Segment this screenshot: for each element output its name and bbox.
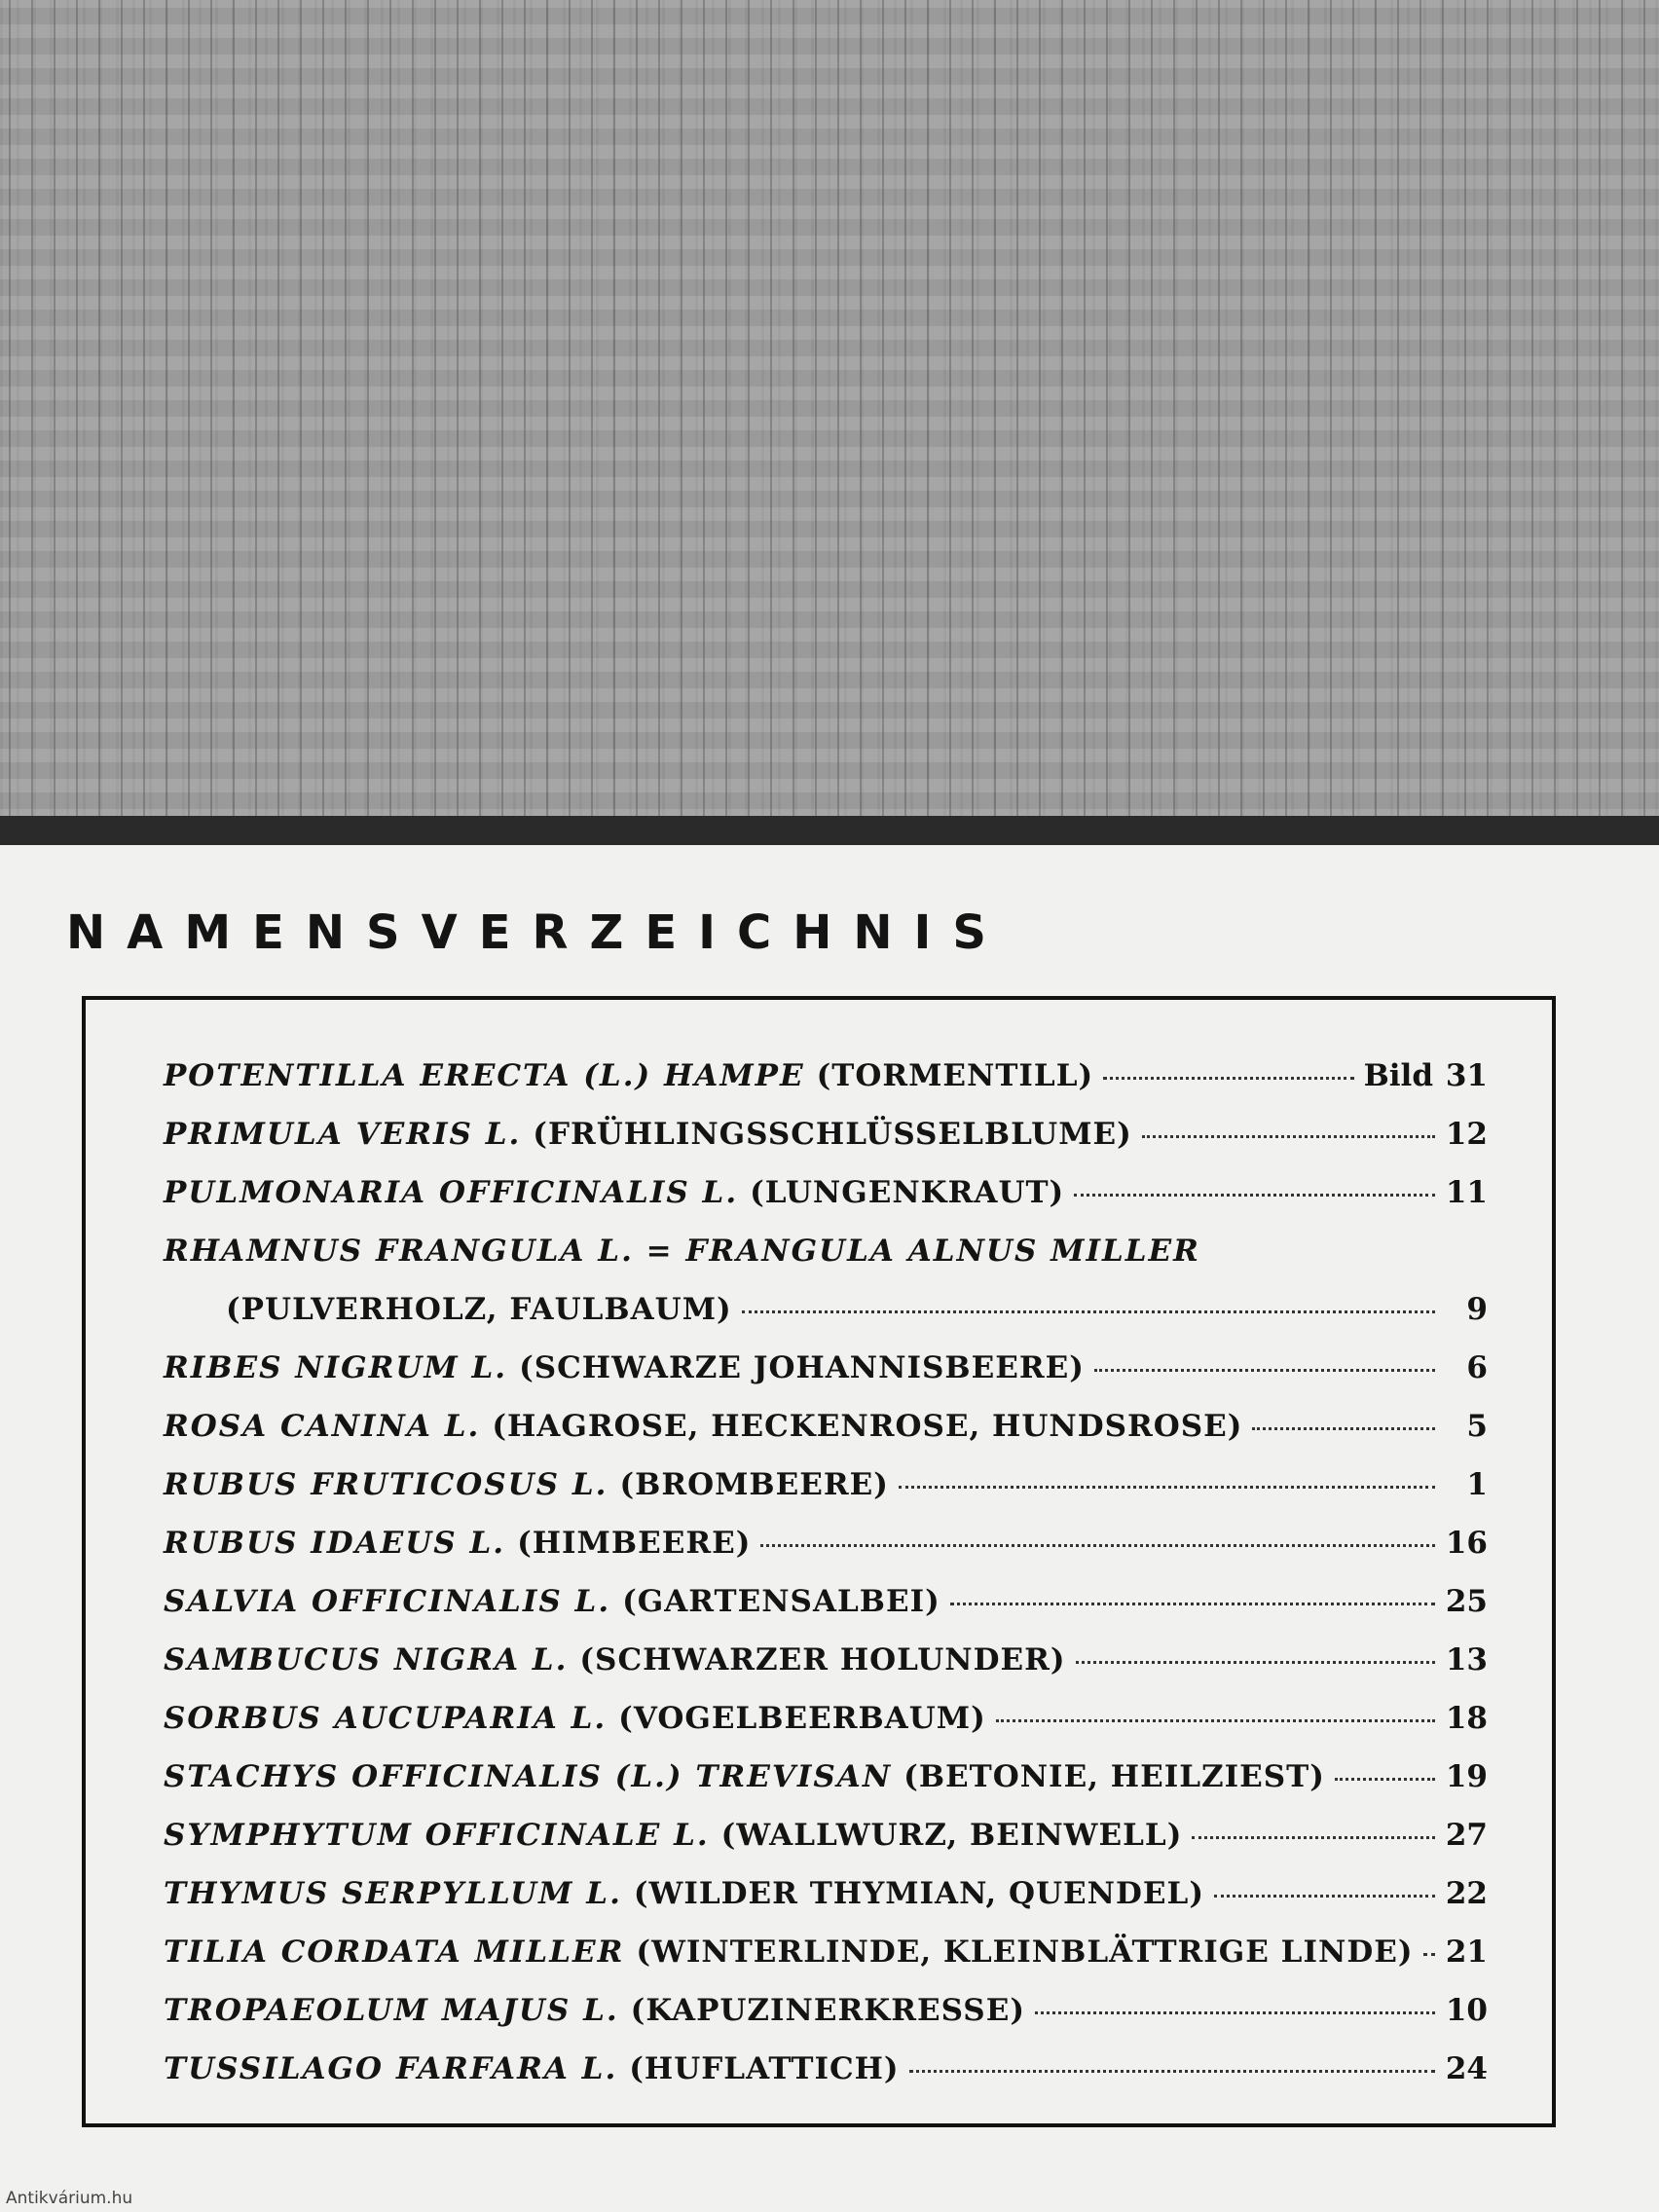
picture-number: 22	[1445, 1876, 1488, 1911]
dot-leader	[1103, 1075, 1353, 1080]
index-entry	[164, 1409, 1488, 1457]
latin-name: RUBUS IDAEUS L.	[164, 1526, 506, 1561]
latin-name: SAMBUCUS NIGRA L.	[164, 1642, 569, 1677]
latin-name: THYMUS SERPYLLUM L.	[164, 1876, 622, 1911]
common-name: (SCHWARZE JOHANNISBEERE)	[519, 1350, 1085, 1385]
index-entry	[164, 1526, 1488, 1574]
dot-leader	[1252, 1425, 1435, 1430]
index-entry	[164, 1350, 1488, 1399]
latin-name: SYMPHYTUM OFFICINALE L.	[164, 1818, 710, 1853]
dot-leader	[1076, 1659, 1435, 1664]
picture-number: 11	[1445, 1175, 1488, 1210]
picture-number: 27	[1445, 1818, 1488, 1853]
common-name: (HUFLATTICH)	[629, 2051, 900, 2086]
dot-leader	[742, 1309, 1435, 1313]
picture-number: 16	[1445, 1526, 1488, 1561]
common-name: (WALLWURZ, BEINWELL)	[720, 1818, 1183, 1853]
index-entry	[164, 1818, 1488, 1866]
picture-number: 1	[1466, 1467, 1488, 1502]
common-name: (HIMBEERE)	[517, 1526, 752, 1561]
common-name: (SCHWARZER HOLUNDER)	[579, 1642, 1066, 1677]
dot-leader	[996, 1717, 1435, 1722]
common-name: (HAGROSE, HECKENROSE, HUNDSROSE)	[492, 1409, 1243, 1444]
picture-number: 25	[1445, 1584, 1488, 1619]
latin-name: PRIMULA VERIS L.	[164, 1117, 522, 1152]
common-name: (WILDER THYMIAN, QUENDEL)	[633, 1876, 1204, 1911]
latin-name: STACHYS OFFICINALIS (L.) TREVISAN	[164, 1759, 893, 1794]
picture-number: 12	[1445, 1117, 1488, 1152]
dot-leader	[1094, 1367, 1435, 1372]
picture-number: 6	[1466, 1350, 1488, 1385]
index-entry	[164, 1642, 1488, 1691]
watermark: Antikvárium.hu	[6, 2189, 133, 2208]
latin-name: TILIA CORDATA MILLER	[164, 1935, 625, 1970]
dot-leader	[899, 1484, 1435, 1489]
common-name: (BETONIE, HEILZIEST)	[903, 1759, 1325, 1794]
picture-number: 5	[1466, 1409, 1488, 1444]
index-entry-continuation	[226, 1292, 1488, 1341]
common-name: (KAPUZINERKRESSE)	[630, 1993, 1025, 2028]
picture-number: 9	[1466, 1292, 1488, 1327]
picture-number: 10	[1445, 1993, 1488, 2028]
common-name: (LUNGENKRAUT)	[750, 1175, 1065, 1210]
page-title: NAMENSVERZEICHNIS	[66, 905, 1008, 960]
index-entry	[164, 1701, 1488, 1750]
index-entry	[164, 1234, 1488, 1282]
latin-name: ROSA CANINA L.	[164, 1409, 481, 1444]
common-name: (BROMBEERE)	[619, 1467, 889, 1502]
index-entry	[164, 1993, 1488, 2042]
common-name: (FRÜHLINGSSCHLÜSSELBLUME)	[533, 1117, 1132, 1152]
index-entry	[164, 1876, 1488, 1925]
index-entry	[164, 1759, 1488, 1808]
picture-number: 21	[1445, 1935, 1488, 1970]
dot-leader	[1192, 1834, 1435, 1839]
picture-number: 18	[1445, 1701, 1488, 1736]
index-entry	[164, 1058, 1488, 1107]
latin-name: SALVIA OFFICINALIS L.	[164, 1584, 611, 1619]
latin-name: TUSSILAGO FARFARA L.	[164, 2051, 618, 2086]
common-name: (GARTENSALBEI)	[622, 1584, 940, 1619]
dot-leader	[1035, 2009, 1435, 2014]
index-entry	[164, 1117, 1488, 1165]
index-entry	[164, 1935, 1488, 1983]
dot-leader	[1142, 1133, 1435, 1138]
picture-number: 19	[1445, 1759, 1488, 1794]
latin-name: SORBUS AUCUPARIA L.	[164, 1701, 608, 1736]
picture-number: 13	[1445, 1642, 1488, 1677]
dot-leader	[760, 1542, 1435, 1547]
dot-leader	[1335, 1776, 1435, 1781]
dot-leader	[950, 1601, 1435, 1605]
common-name: (TORMENTILL)	[816, 1058, 1094, 1093]
dot-leader	[1074, 1192, 1435, 1197]
latin-name: TROPAEOLUM MAJUS L.	[164, 1993, 619, 2028]
index-box	[82, 996, 1556, 2127]
latin-name: RUBUS FRUTICOSUS L.	[164, 1467, 608, 1502]
common-name: (WINTERLINDE, KLEINBLÄTTRIGE LINDE)	[636, 1935, 1414, 1970]
index-entry	[164, 2051, 1488, 2100]
book-cover-textured	[0, 0, 1659, 823]
latin-name: RHAMNUS FRANGULA L. = FRANGULA ALNUS MILLER	[164, 1234, 1200, 1269]
dot-leader	[909, 2068, 1435, 2073]
picture-number: 31	[1445, 1058, 1488, 1093]
picture-number: 24	[1445, 2051, 1488, 2086]
common-name: (VOGELBEERBAUM)	[618, 1701, 986, 1736]
index-entry	[164, 1175, 1488, 1224]
common-name: (PULVERHOLZ, FAULBAUM)	[226, 1292, 732, 1327]
dot-leader	[1423, 1951, 1436, 1956]
latin-name: POTENTILLA ERECTA (L.) HAMPE	[164, 1058, 805, 1093]
index-entry	[164, 1467, 1488, 1516]
bild-label: Bild	[1363, 1058, 1433, 1093]
cover-edge	[0, 816, 1659, 849]
dot-leader	[1214, 1893, 1435, 1898]
latin-name: PULMONARIA OFFICINALIS L.	[164, 1175, 739, 1210]
index-entry	[164, 1584, 1488, 1633]
latin-name: RIBES NIGRUM L.	[164, 1350, 508, 1385]
